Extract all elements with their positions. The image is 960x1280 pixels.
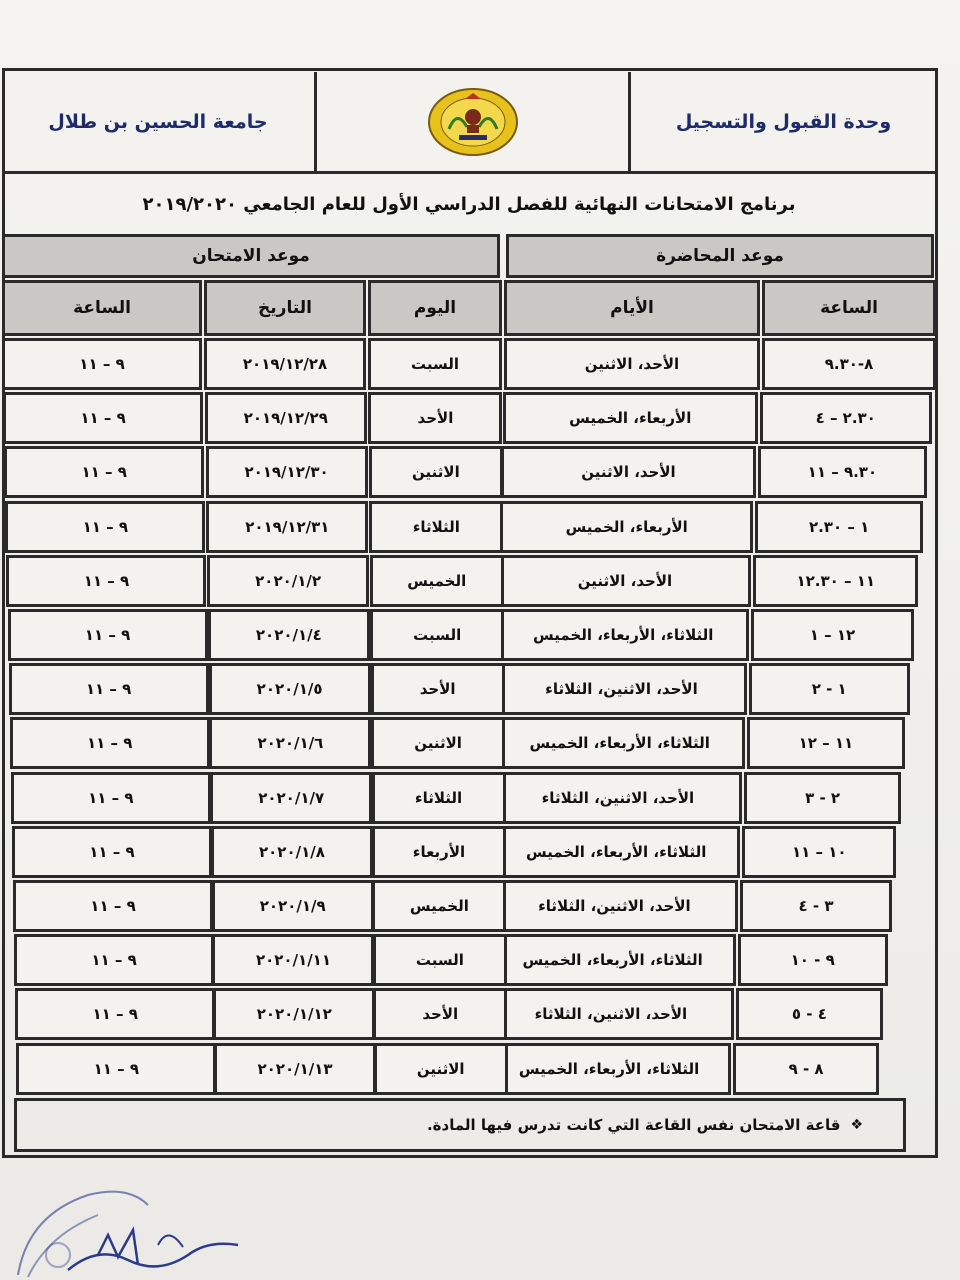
cell-exam-day: الخميس bbox=[370, 555, 504, 607]
cell-exam-day: الثلاثاء bbox=[372, 772, 506, 824]
cell-lecture-days: الأحد، الاثنين، الثلاثاء bbox=[496, 663, 747, 715]
cell-lecture-time: ٢ - ٣ bbox=[744, 772, 900, 824]
footnote bbox=[14, 1098, 906, 1152]
cell-lecture-time: ١ – ٢.٣٠ bbox=[755, 501, 922, 553]
cell-exam-date: ٢٠٢٠/١/٤ bbox=[208, 609, 370, 661]
signature-stamp bbox=[8, 1185, 248, 1280]
schedule-title: برنامج الامتحانات النهائية للفصل الدراسي الأول للعام الجامعي ٢٠١٩/٢٠٢٠ bbox=[142, 193, 796, 215]
cell-exam-day: السبت bbox=[370, 609, 504, 661]
cell-exam-time: ٩ – ١١ bbox=[2, 338, 202, 390]
cell-lecture-days: الأربعاء، الخميس bbox=[500, 501, 753, 553]
cell-exam-date: ٢٠٢٠/١/٧ bbox=[210, 772, 372, 824]
cell-exam-date: ٢٠١٩/١٢/٣٠ bbox=[206, 446, 368, 498]
cell-exam-time: ٩ – ١١ bbox=[12, 826, 212, 878]
cell-lecture-time: ٩.٣٠ – ١١ bbox=[758, 446, 928, 498]
cell-lecture-time: ٨-٩.٣٠ bbox=[762, 338, 936, 390]
cell-lecture-days: الأحد، الاثنين، الثلاثاء bbox=[491, 880, 738, 932]
cell-exam-day: الأحد bbox=[373, 988, 507, 1040]
cell-exam-day: الاثنين bbox=[369, 446, 503, 498]
cell-exam-time: ٩ – ١١ bbox=[8, 609, 208, 661]
document-header bbox=[2, 72, 936, 174]
cell-lecture-days: الأحد، الاثنين، الثلاثاء bbox=[493, 772, 742, 824]
cell-lecture-time: ٩ - ١٠ bbox=[738, 934, 888, 986]
cell-lecture-days: الثلاثاء، الأربعاء، الخميس bbox=[489, 934, 735, 986]
cell-lecture-days: الثلاثاء، الأربعاء، الخميس bbox=[487, 1043, 732, 1095]
cell-exam-date: ٢٠٢٠/١/٩ bbox=[212, 880, 374, 932]
cell-exam-date: ٢٠٢٠/١/٦ bbox=[209, 717, 371, 769]
col-header-exam-day: اليوم bbox=[368, 280, 502, 336]
cell-lecture-time: ٢.٣٠ – ٤ bbox=[760, 392, 932, 444]
cell-exam-time: ٩ – ١١ bbox=[6, 555, 206, 607]
header-right-cell bbox=[628, 72, 936, 172]
cell-exam-day: الاثنين bbox=[374, 1043, 508, 1095]
cell-exam-day: الخميس bbox=[372, 880, 506, 932]
cell-exam-date: ٢٠٢٠/١/٥ bbox=[209, 663, 371, 715]
col-header-exam-date: التاريخ bbox=[204, 280, 366, 336]
cell-exam-date: ٢٠١٩/١٢/٢٩ bbox=[205, 392, 367, 444]
cell-lecture-days: الأحد، الاثنين، الثلاثاء bbox=[488, 988, 733, 1040]
cell-exam-day: السبت bbox=[368, 338, 502, 390]
university-name: جامعة الحسين بن طلال bbox=[48, 111, 268, 133]
cell-lecture-days: الأحد، الاثنين bbox=[501, 446, 755, 498]
diamond-bullet-icon: ❖ bbox=[850, 1117, 863, 1133]
cell-lecture-days: الأحد، الاثنين bbox=[499, 555, 751, 607]
col-header-lecture-time: الساعة bbox=[762, 280, 936, 336]
cell-exam-date: ٢٠٢٠/١/٢ bbox=[207, 555, 369, 607]
cell-exam-time: ٩ – ١١ bbox=[16, 1043, 216, 1095]
cell-exam-day: الاثنين bbox=[371, 717, 505, 769]
col-header-lecture-days: الأيام bbox=[504, 280, 760, 336]
cell-exam-time: ٩ – ١١ bbox=[5, 501, 205, 553]
cell-exam-time: ٩ – ١١ bbox=[9, 663, 209, 715]
cell-exam-date: ٢٠٢٠/١/١٣ bbox=[214, 1043, 376, 1095]
cell-exam-day: الثلاثاء bbox=[369, 501, 503, 553]
col-header-exam-time: الساعة bbox=[2, 280, 202, 336]
lecture-group-header: موعد المحاضرة bbox=[506, 234, 934, 278]
header-logo-cell bbox=[314, 72, 628, 172]
cell-lecture-days: الأحد، الاثنين bbox=[504, 338, 760, 390]
cell-exam-time: ٩ – ١١ bbox=[14, 934, 214, 986]
cell-exam-time: ٩ – ١١ bbox=[15, 988, 215, 1040]
cell-lecture-days: الثلاثاء، الأربعاء، الخميس bbox=[497, 609, 749, 661]
cell-exam-date: ٢٠١٩/١٢/٢٨ bbox=[204, 338, 366, 390]
cell-lecture-time: ١١ – ١٢ bbox=[747, 717, 906, 769]
cell-exam-time: ٩ – ١١ bbox=[4, 446, 204, 498]
university-crest-icon bbox=[427, 87, 519, 157]
cell-exam-date: ٢٠١٩/١٢/٣١ bbox=[206, 501, 368, 553]
cell-lecture-time: ١١ – ١٢.٣٠ bbox=[753, 555, 918, 607]
cell-exam-day: الأحد bbox=[371, 663, 505, 715]
cell-lecture-time: ١ - ٢ bbox=[749, 663, 910, 715]
cell-lecture-days: الثلاثاء، الأربعاء، الخميس bbox=[492, 826, 740, 878]
cell-lecture-days: الثلاثاء، الأربعاء، الخميس bbox=[495, 717, 745, 769]
cell-exam-time: ٩ – ١١ bbox=[10, 717, 210, 769]
cell-exam-time: ٩ – ١١ bbox=[11, 772, 211, 824]
cell-lecture-days: الأربعاء، الخميس bbox=[503, 392, 758, 444]
cell-exam-day: الأحد bbox=[368, 392, 502, 444]
cell-exam-time: ٩ – ١١ bbox=[13, 880, 213, 932]
cell-exam-date: ٢٠٢٠/١/١١ bbox=[212, 934, 374, 986]
cell-lecture-time: ٨ - ٩ bbox=[733, 1043, 878, 1095]
cell-lecture-time: ٣ - ٤ bbox=[740, 880, 892, 932]
cell-exam-day: السبت bbox=[373, 934, 507, 986]
cell-lecture-time: ١٠ – ١١ bbox=[742, 826, 896, 878]
footnote-text: قاعة الامتحان نفس القاعة التي كانت تدرس فيها المادة. bbox=[426, 1116, 841, 1134]
cell-lecture-time: ٤ - ٥ bbox=[736, 988, 884, 1040]
cell-exam-time: ٩ – ١١ bbox=[3, 392, 203, 444]
cell-lecture-time: ١٢ – ١ bbox=[751, 609, 914, 661]
cell-exam-date: ٢٠٢٠/١/١٢ bbox=[213, 988, 375, 1040]
header-left-cell bbox=[2, 72, 314, 172]
exam-group-header: موعد الامتحان bbox=[2, 234, 500, 278]
cell-exam-date: ٢٠٢٠/١/٨ bbox=[211, 826, 373, 878]
cell-exam-day: الأربعاء bbox=[372, 826, 506, 878]
admissions-unit-title: وحدة القبول والتسجيل bbox=[675, 111, 892, 133]
